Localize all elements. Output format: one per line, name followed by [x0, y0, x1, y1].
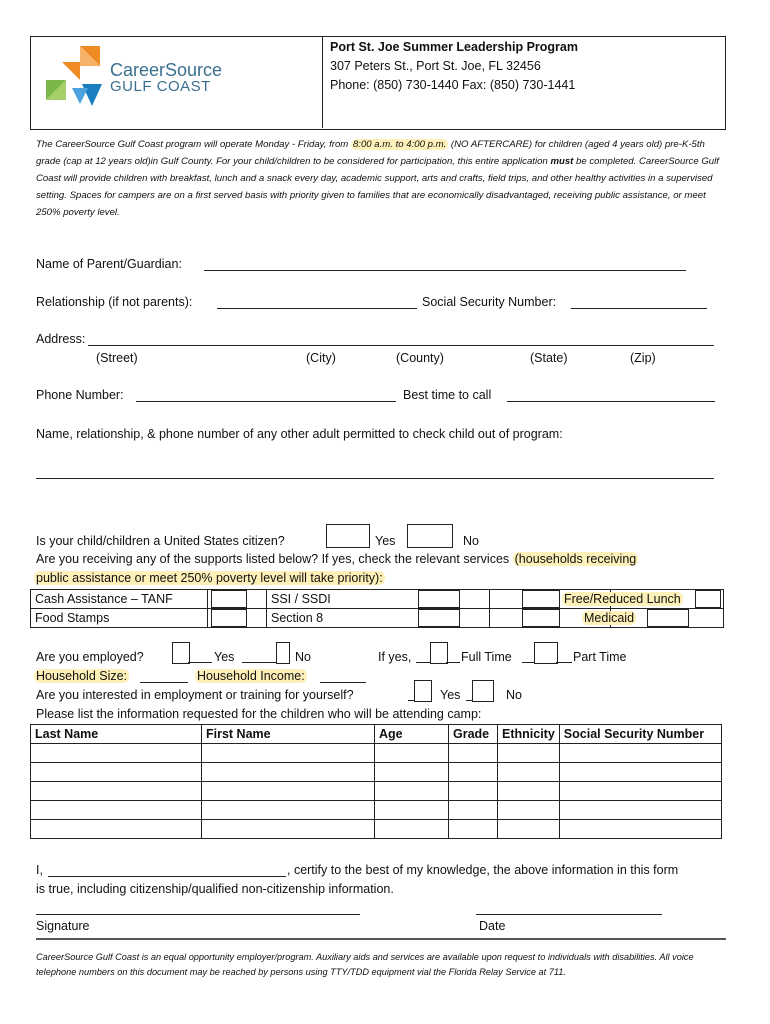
children-table [30, 724, 722, 839]
medicaid-label-text: Medicaid [584, 611, 635, 625]
supports-priority-line2 [34, 571, 385, 585]
street-label: (Street) [96, 351, 138, 365]
part-time-line[interactable] [522, 662, 534, 663]
food-checkbox[interactable] [211, 609, 247, 627]
lunch-checkbox[interactable] [695, 590, 721, 608]
signature-line[interactable] [36, 914, 360, 915]
citizen-question: Is your child/children a United States citizen? [36, 534, 285, 548]
medicaid-checkbox[interactable] [647, 609, 689, 627]
interested-no-label: No [506, 688, 522, 702]
children-table-header [31, 725, 722, 744]
employed-no-box[interactable] [276, 642, 290, 664]
col-ethnicity: Ethnicity [498, 725, 560, 744]
program-title: Port St. Joe Summer Leadership Program [330, 40, 578, 54]
logo-mark-icon [44, 44, 104, 108]
intro-text-1: The CareerSource Gulf Coast program will operate Monday - Friday, from [36, 139, 351, 150]
employed-yes-line [188, 662, 212, 663]
county-label: (County) [396, 351, 444, 365]
if-yes-label: If yes, [378, 650, 412, 664]
full-time-label: Full Time [461, 650, 512, 664]
phone-line[interactable] [136, 401, 396, 402]
interested-yes-box[interactable] [414, 680, 432, 702]
footer-text: CareerSource Gulf Coast is an equal opportunity employer/program. Auxiliary aids and services are available upon request to individuals with disabilities. All voice telephone numbers on this document may be reached by persons using TTY/TDD equipment vial the Florida Relay Service at 711. [36, 952, 694, 977]
intro-must: must [550, 156, 574, 167]
date-line[interactable] [476, 914, 662, 915]
household-size-text: Household Size: [36, 669, 128, 683]
employed-no-label: No [295, 650, 311, 664]
relationship-label: Relationship (if not parents): [36, 295, 193, 309]
part-time-label: Part Time [573, 650, 627, 664]
address-line[interactable] [88, 345, 714, 346]
phone-label: Phone Number: [36, 388, 124, 402]
citizen-yes-box[interactable] [326, 524, 370, 548]
cash-checkbox[interactable] [211, 590, 247, 608]
wic-checkbox[interactable] [522, 590, 560, 608]
logo-text-line1: CareerSource [110, 60, 223, 80]
supports-question [36, 552, 638, 566]
citizen-yes-label: Yes [375, 534, 396, 548]
col-last-name: Last Name [31, 725, 202, 744]
logo-text-line2: GULF COAST [110, 78, 211, 95]
col-ssn: Social Security Number [559, 725, 721, 744]
cash-label: Cash Assistance – TANF [31, 590, 208, 609]
intro-text-2: (NO AFTERCARE) for children (aged 4 years old) pre-K-5th grade (cap at 12 years old)in Gulf County. For your child/children to be considered for participation, this entire application [36, 139, 705, 167]
col-age: Age [375, 725, 449, 744]
intro-hours: 8:00 a.m. to 4:00 p.m. [352, 139, 447, 150]
certify-text: , certify to the best of my knowledge, the above information in this form [287, 863, 679, 877]
supports-priority-1: (households receiving [514, 552, 637, 566]
address-label: Address: [36, 332, 86, 346]
household-income-text: Household Income: [197, 669, 305, 683]
parent-name-label: Name of Parent/Guardian: [36, 257, 182, 271]
zip-label: (Zip) [630, 351, 656, 365]
header-divider [322, 36, 323, 128]
parent-name-line[interactable] [204, 270, 686, 271]
food-label: Food Stamps [31, 609, 208, 628]
signature-label: Signature [36, 919, 90, 933]
table-row[interactable] [31, 744, 722, 763]
section8-label: Section 8 [267, 609, 421, 628]
other-adult-label: Name, relationship, & phone number of any other adult permitted to check child out of program: [36, 427, 563, 441]
ssn-label: Social Security Number: [422, 295, 557, 309]
section8-checkbox[interactable] [418, 609, 460, 627]
lunch-label-text: Free/Reduced Lunch [564, 592, 681, 606]
employed-yes-label: Yes [214, 650, 235, 664]
program-phone-fax: Phone: (850) 730-1440 Fax: (850) 730-1441 [330, 78, 576, 92]
interested-no-box[interactable] [472, 680, 494, 702]
part-time-line-2 [556, 662, 572, 663]
program-address: 307 Peters St., Port St. Joe, FL 32456 [330, 59, 541, 73]
col-grade: Grade [449, 725, 498, 744]
table-row[interactable] [31, 820, 722, 839]
relationship-line[interactable] [217, 308, 417, 309]
full-time-box[interactable] [430, 642, 448, 664]
careersource-logo [44, 44, 234, 110]
full-time-line-2 [446, 662, 460, 663]
ssi-checkbox[interactable] [418, 590, 460, 608]
certify-line2: is true, including citizenship/qualified non-citizenship information. [36, 882, 394, 896]
full-time-line[interactable] [416, 662, 430, 663]
footer-divider [36, 938, 726, 940]
household-size-line[interactable] [140, 682, 188, 683]
employed-no-line[interactable] [242, 662, 276, 663]
citizen-no-box[interactable] [407, 524, 453, 548]
household-size-label [34, 669, 129, 683]
interested-question: Are you interested in employment or training for yourself? [36, 688, 354, 702]
employed-yes-box[interactable] [172, 642, 190, 664]
household-income-label [195, 669, 307, 683]
best-time-label: Best time to call [403, 388, 492, 402]
intro-paragraph [36, 136, 726, 221]
ssn-line[interactable] [571, 308, 707, 309]
other-adult-line[interactable] [36, 478, 714, 479]
citizen-no-label: No [463, 534, 479, 548]
ssi-label: SSI / SSDI [267, 590, 421, 609]
interested-yes-label: Yes [440, 688, 461, 702]
table-row[interactable] [31, 763, 722, 782]
list-children-label: Please list the information requested for the children who will be attending camp: [36, 707, 482, 721]
supports-priority-2: public assistance or meet 250% poverty level will take priority): [36, 571, 383, 585]
intro-text-3: be completed. CareerSource Gulf Coast will provide children with breakfast, lunch and a snack every day, academic support, arts and crafts, field trips, and other healthy activities in a supervised setting. Spaces for campers are on a first served basis with priority given to families that are economically disadvantaged, receiving public assistance, or meet 250% poverty level. [36, 156, 719, 218]
best-time-line[interactable] [507, 401, 715, 402]
household-income-line[interactable] [320, 682, 366, 683]
supports-question-text: Are you receiving any of the supports listed below? If yes, check the relevant services [36, 552, 513, 566]
table-row[interactable] [31, 782, 722, 801]
certify-prefix: I, [36, 863, 43, 877]
col-first-name: First Name [202, 725, 375, 744]
lunch-label [562, 592, 683, 606]
state-label: (State) [530, 351, 568, 365]
date-label: Date [479, 919, 506, 933]
table-row[interactable] [31, 801, 722, 820]
certify-name-line[interactable] [48, 876, 286, 877]
pell-checkbox[interactable] [522, 609, 560, 627]
employed-question: Are you employed? [36, 650, 144, 664]
city-label: (City) [306, 351, 336, 365]
part-time-box[interactable] [534, 642, 558, 664]
medicaid-label [582, 611, 636, 625]
